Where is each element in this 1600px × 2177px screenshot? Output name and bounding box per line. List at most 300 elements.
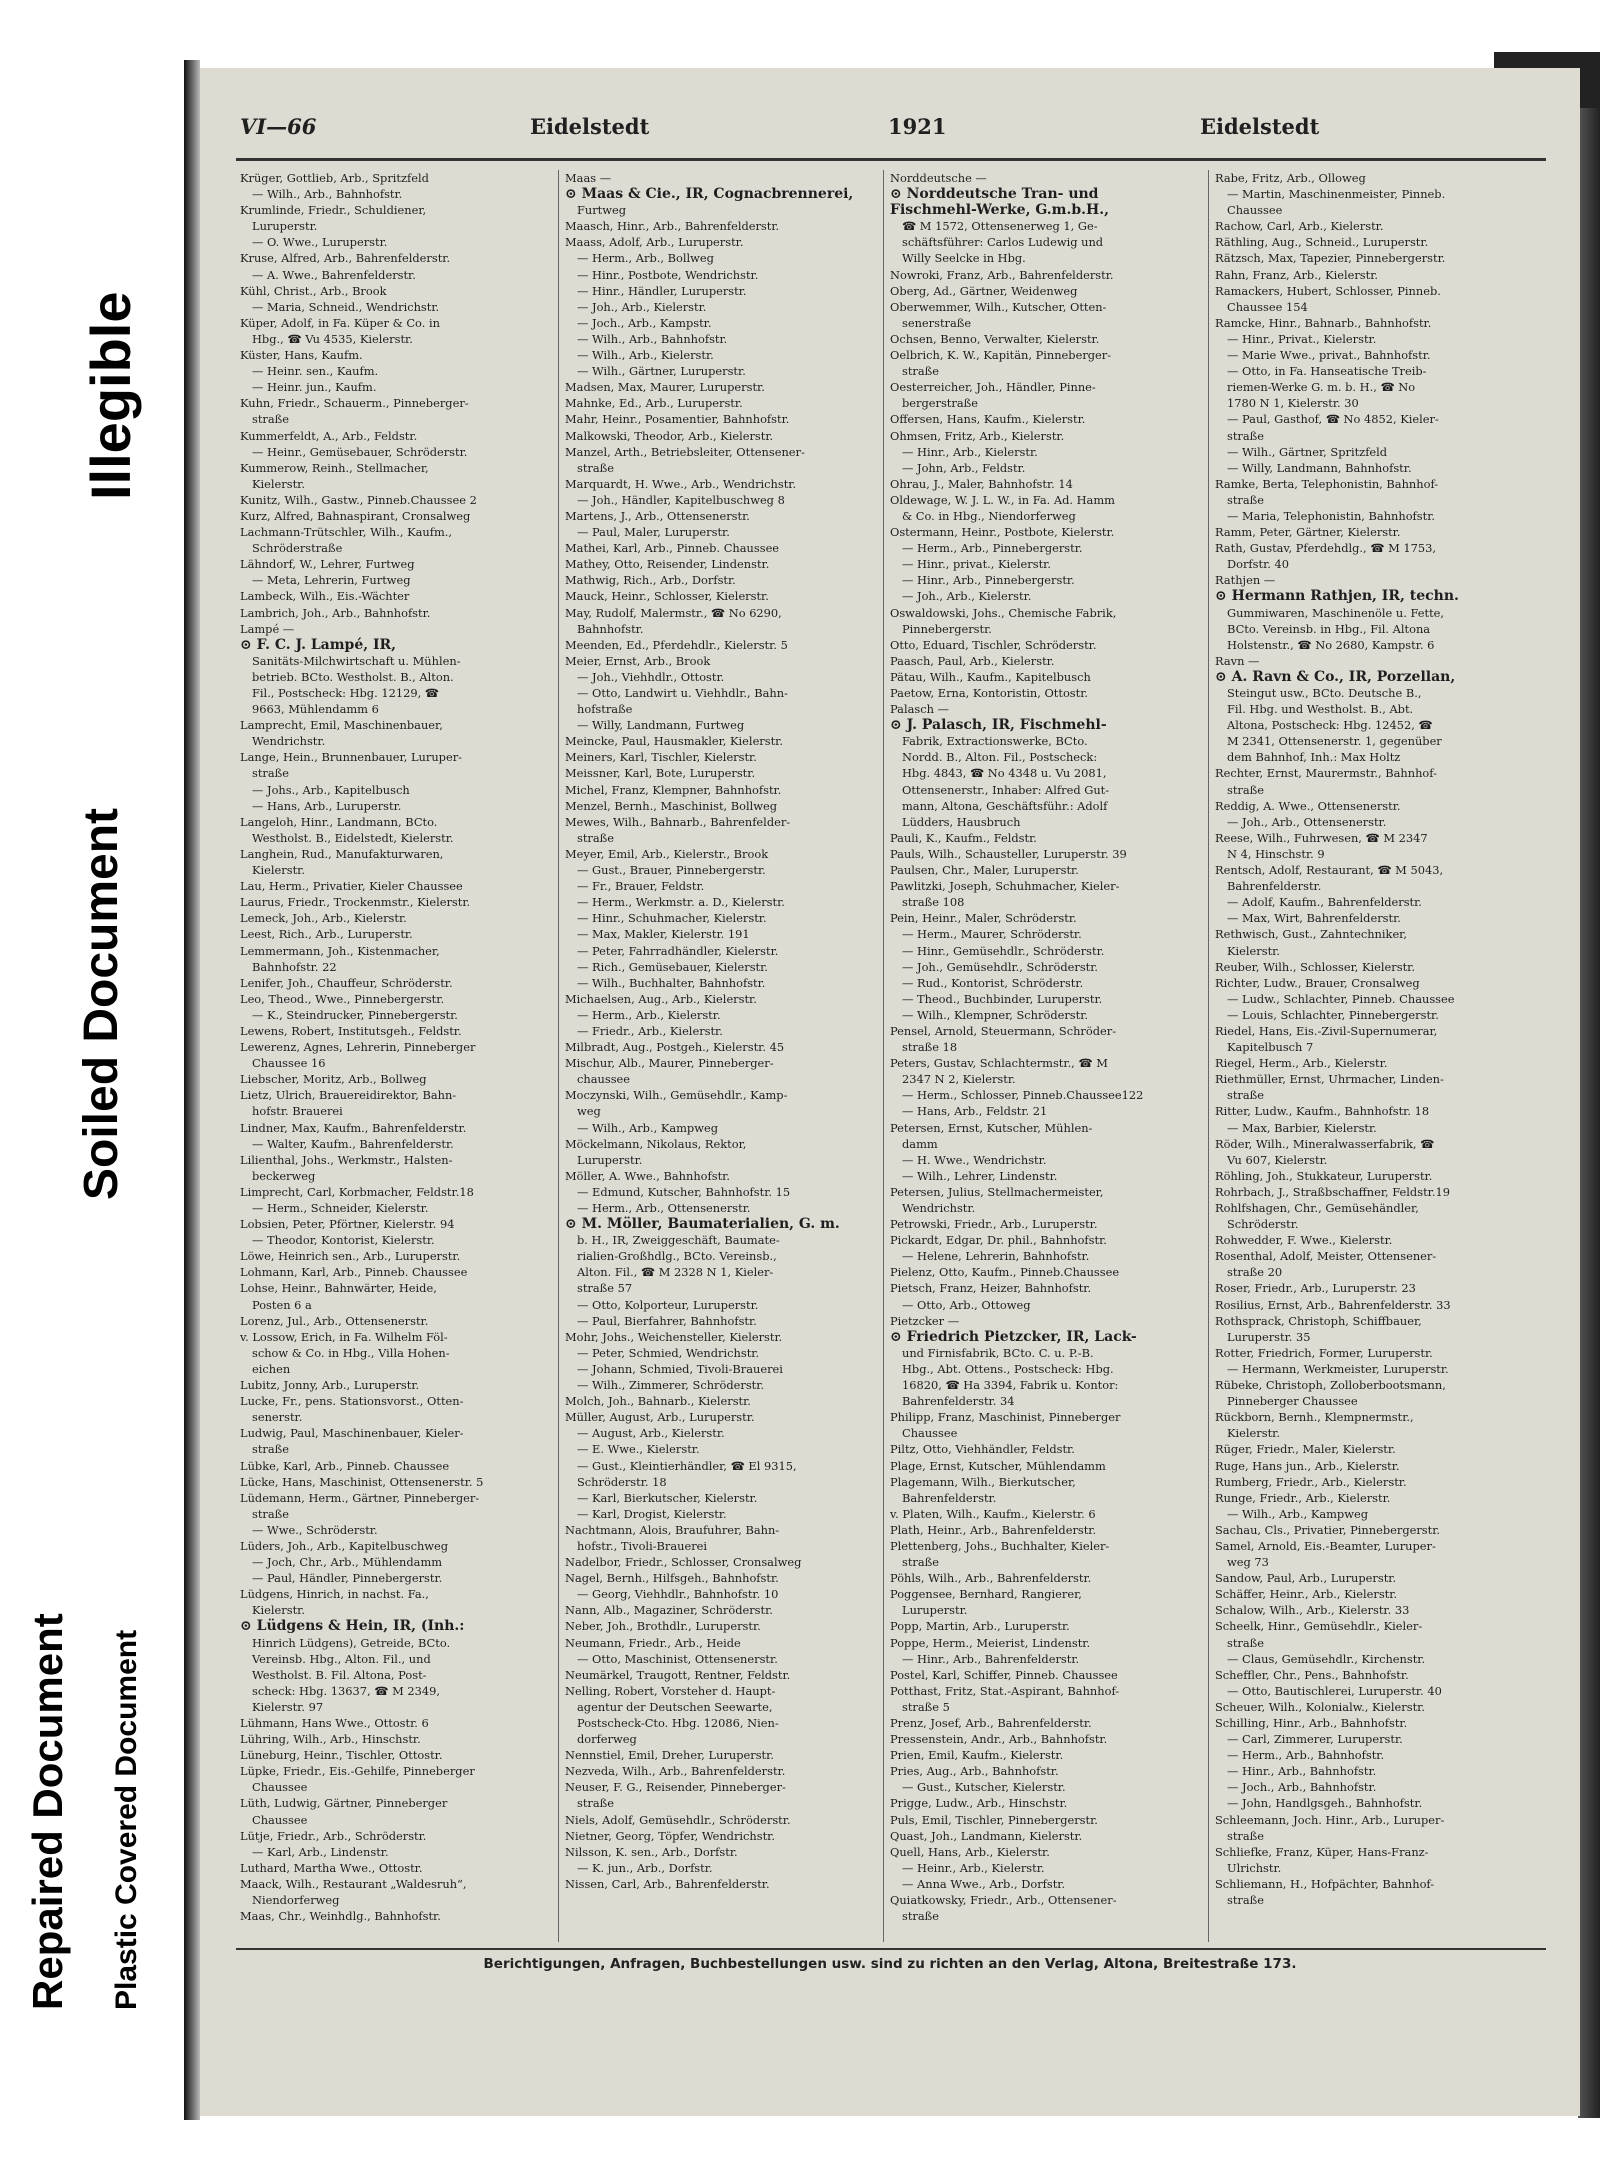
directory-entry-line: Röhling, Joh., Stukkateur, Luruperstr.: [1215, 1168, 1433, 1183]
directory-entry-line: Lorenz, Jul., Arb., Ottensenerstr.: [240, 1313, 429, 1328]
directory-entry-line: — Wilh., Gärtner, Luruperstr.: [577, 364, 746, 379]
directory-entry-line: Ostermann, Heinr., Postbote, Kielerstr.: [890, 525, 1115, 540]
directory-entry-line: Potthast, Fritz, Stat.-Aspirant, Bahnhof-: [890, 1683, 1120, 1698]
directory-entry-line: Ramackers, Hubert, Schlosser, Pinneb.: [1215, 283, 1441, 298]
directory-entry-line: Neber, Joh., Brothdlr., Luruperstr.: [565, 1619, 761, 1634]
directory-entry-line: Mohr, Johs., Weichensteller, Kielerstr.: [565, 1329, 783, 1344]
column-divider: [558, 170, 559, 1942]
directory-entry-line: — Herm., Maurer, Schröderstr.: [902, 927, 1082, 942]
directory-entry-line: — Maria, Schneid., Wendrichstr.: [252, 299, 440, 314]
directory-entry-line: Kummerow, Reinh., Stellmacher,: [240, 460, 429, 475]
directory-entry-line: Altona, Postscheck: Hbg. 12452, ☎: [1227, 718, 1433, 733]
directory-entry-line: 16820, ☎ Ha 3394, Fabrik u. Kontor:: [902, 1378, 1119, 1393]
directory-entry-line: straße: [1227, 428, 1265, 443]
directory-entry-line: dem Bahnhof, Inh.: Max Holtz: [1227, 750, 1401, 765]
directory-entry-line: straße: [577, 830, 615, 845]
directory-entry-line: Pietzcker —: [890, 1313, 960, 1328]
directory-entry-line: Lemeck, Joh., Arb., Kielerstr.: [240, 911, 407, 926]
directory-entry-line: Vu 607, Kielerstr.: [1227, 1152, 1328, 1167]
directory-entry-line: Kunitz, Wilh., Gastw., Pinneb.Chaussee 2: [240, 492, 477, 507]
directory-entry-line: straße: [252, 766, 290, 781]
firm-entry-title: ⊙ Hermann Rathjen, IR, techn.: [1215, 588, 1459, 605]
directory-entry-line: — Wwe., Schröderstr.: [252, 1522, 378, 1537]
directory-entry-line: Kielerstr.: [252, 863, 305, 878]
directory-entry-line: Neumärkel, Traugott, Rentner, Feldstr.: [565, 1667, 791, 1682]
directory-entry-line: Paetow, Erna, Kontoristin, Ottostr.: [890, 686, 1089, 700]
directory-entry-line: Rentsch, Adolf, Restaurant, ☎ M 5043,: [1215, 863, 1444, 878]
directory-entry-line: — Max, Makler, Kielerstr. 191: [577, 927, 750, 942]
header-rule: [236, 158, 1546, 161]
directory-entry-line: Rathjen —: [1215, 573, 1276, 588]
directory-entry-line: Molch, Joh., Bahnarb., Kielerstr.: [565, 1394, 751, 1409]
directory-entry-line: Oesterreicher, Joh., Händler, Pinne-: [890, 380, 1096, 395]
directory-entry-line: Milbradt, Aug., Postgeh., Kielerstr. 45: [565, 1040, 785, 1055]
directory-entry-line: Reese, Wilh., Fuhrwesen, ☎ M 2347: [1215, 830, 1428, 845]
directory-entry-line: Mathey, Otto, Reisender, Lindenstr.: [565, 557, 770, 572]
directory-column-1: [240, 170, 552, 1942]
directory-entry-line: Martens, J., Arb., Ottensenerstr.: [565, 508, 750, 523]
directory-entry-line: damm: [902, 1136, 938, 1151]
directory-entry-line: Paulsen, Chr., Maler, Luruperstr.: [890, 863, 1079, 878]
directory-entry-line: Lau, Herm., Privatier, Kieler Chaussee: [240, 879, 463, 894]
header-place-left: Eidelstedt: [530, 114, 650, 139]
directory-entry-line: — Otto, Arb., Ottoweg: [902, 1297, 1031, 1312]
directory-entry-line: Lohse, Heinr., Bahnwärter, Heide,: [240, 1281, 437, 1296]
directory-entry-line: Schalow, Wilh., Arb., Kielerstr. 33: [1215, 1603, 1410, 1618]
directory-entry-line: Nowroki, Franz, Arb., Bahrenfelderstr.: [890, 267, 1114, 282]
directory-entry-line: Ramcke, Hinr., Bahnarb., Bahnhofstr.: [1215, 315, 1432, 330]
directory-entry-line: Luruperstr.: [902, 1603, 968, 1618]
directory-entry-line: Sandow, Paul, Arb., Luruperstr.: [1215, 1571, 1397, 1586]
directory-entry-line: Mischur, Alb., Maurer, Pinneberger-: [565, 1056, 774, 1071]
directory-entry-line: Pinneberger Chaussee: [1227, 1394, 1358, 1409]
directory-entry-line: — Helene, Lehrerin, Bahnhofstr.: [902, 1249, 1090, 1264]
header-year: 1921: [888, 114, 947, 139]
page-header: [240, 114, 1540, 154]
directory-entry-line: — Max, Wirt, Bahrenfelderstr.: [1227, 911, 1401, 926]
directory-entry-line: straße: [1227, 1893, 1265, 1908]
directory-entry-line: — Anna Wwe., Arb., Dorfstr.: [902, 1876, 1066, 1891]
directory-entry-line: Fil. Hbg. und Westholst. B., Abt.: [1227, 702, 1414, 717]
directory-entry-line: Marquardt, H. Wwe., Arb., Wendrichstr.: [565, 476, 797, 491]
directory-entry-line: straße 20: [1227, 1265, 1283, 1280]
directory-entry-line: b. H., IR, Zweiggeschäft, Baumate-: [577, 1233, 780, 1248]
directory-entry-line: — John, Arb., Feldstr.: [902, 460, 1026, 475]
directory-entry-line: Rath, Gustav, Pferdehdlg., ☎ M 1753,: [1215, 541, 1436, 556]
directory-entry-line: straße 5: [902, 1699, 950, 1714]
directory-entry-line: Löwe, Heinrich sen., Arb., Luruperstr.: [240, 1249, 461, 1264]
directory-entry-line: — Theodor, Kontorist, Kielerstr.: [252, 1233, 435, 1248]
directory-entry-line: Rätzsch, Max, Tapezier, Pinnebergerstr.: [1215, 251, 1446, 266]
directory-entry-line: Lühmann, Hans Wwe., Ottostr. 6: [240, 1716, 429, 1730]
directory-entry-line: Lütje, Friedr., Arb., Schröderstr.: [240, 1828, 427, 1843]
directory-entry-line: Lewerenz, Agnes, Lehrerin, Pinneberger: [240, 1040, 476, 1055]
directory-entry-line: — Rich., Gemüsebauer, Kielerstr.: [577, 959, 768, 974]
directory-entry-line: Prenz, Josef, Arb., Bahrenfelderstr.: [890, 1716, 1092, 1730]
directory-entry-line: Scheelk, Hinr., Gemüsehdlr., Kieler-: [1215, 1619, 1423, 1634]
directory-entry-line: Mathei, Karl, Arb., Pinneb. Chaussee: [565, 541, 780, 556]
directory-entry-line: — Herm., Arb., Bollweg: [577, 251, 714, 266]
directory-entry-line: Möller, A. Wwe., Bahnhofstr.: [565, 1168, 730, 1183]
directory-entry-line: Puls, Emil, Tischler, Pinnebergerstr.: [890, 1812, 1098, 1827]
firm-entry-title: ⊙ A. Ravn & Co., IR, Porzellan,: [1215, 668, 1456, 685]
directory-entry-line: — Hinr., privat., Kielerstr.: [902, 557, 1051, 572]
directory-entry-line: Otto, Eduard, Tischler, Schröderstr.: [890, 637, 1097, 652]
directory-entry-line: Langhein, Rud., Manufakturwaren,: [240, 846, 444, 861]
directory-entry-line: — Otto, in Fa. Hanseatische Treib-: [1227, 364, 1427, 379]
directory-entry-line: Niendorferweg: [252, 1893, 340, 1908]
directory-entry-line: Lambeck, Wilh., Eis.-Wächter: [240, 589, 410, 604]
directory-entry-line: — Paul, Bierfahrer, Bahnhofstr.: [577, 1313, 757, 1328]
directory-entry-line: Lambrich, Joh., Arb., Bahnhofstr.: [240, 605, 431, 620]
directory-entry-line: straße: [252, 1506, 290, 1521]
directory-entry-line: Posten 6 a: [252, 1297, 312, 1312]
directory-entry-line: straße: [1227, 782, 1265, 797]
directory-column-4: [1215, 170, 1527, 1942]
directory-entry-line: Mewes, Wilh., Bahnarb., Bahrenfelder-: [565, 814, 791, 829]
directory-entry-line: Krüger, Gottlieb, Arb., Spritzfeld: [240, 171, 429, 185]
directory-entry-line: Chaussee: [902, 1426, 958, 1441]
directory-entry-line: straße: [1227, 1088, 1265, 1103]
directory-column-2: [565, 170, 877, 1942]
directory-entry-line: Oswaldowski, Johs., Chemische Fabrik,: [890, 605, 1117, 620]
directory-entry-line: — Hans, Arb., Luruperstr.: [252, 798, 402, 813]
directory-entry-line: — H. Wwe., Wendrichstr.: [902, 1152, 1047, 1167]
directory-entry-line: Oberwemmer, Wilh., Kutscher, Otten-: [890, 299, 1107, 314]
directory-entry-line: — Otto, Landwirt u. Viehhdlr., Bahn-: [577, 686, 788, 700]
directory-entry-line: Oberg, Ad., Gärtner, Weidenweg: [890, 283, 1078, 298]
directory-entry-line: Lampé —: [240, 621, 295, 636]
directory-entry-line: Schliefke, Franz, Küper, Hans-Franz-: [1215, 1844, 1429, 1859]
directory-entry-line: Ulrichstr.: [1227, 1860, 1282, 1875]
directory-entry-line: — Gust., Kutscher, Kielerstr.: [902, 1780, 1066, 1795]
directory-entry-line: Holstenstr., ☎ No 2680, Kampstr. 6: [1227, 637, 1435, 652]
directory-entry-line: straße: [1227, 1828, 1265, 1843]
directory-entry-line: Kielerstr.: [1227, 943, 1280, 958]
directory-entry-line: v. Lossow, Erich, in Fa. Wilhelm Föl-: [240, 1329, 448, 1344]
directory-entry-line: — Martin, Maschinenmeister, Pinneb.: [1227, 187, 1446, 202]
directory-entry-line: Quell, Hans, Arb., Kielerstr.: [890, 1844, 1050, 1859]
label-repaired-document: Repaired Document: [24, 1613, 71, 2010]
directory-entry-line: — Wilh., Arb., Bahnhofstr.: [252, 187, 403, 202]
directory-entry-line: senerstraße: [902, 315, 972, 330]
label-plastic-covered-document: Plastic Covered Document: [110, 1629, 143, 2010]
directory-entry-line: — Karl, Bierkutscher, Kielerstr.: [577, 1490, 758, 1505]
directory-entry-line: Meissner, Karl, Bote, Luruperstr.: [565, 766, 756, 781]
directory-entry-line: — Willy, Landmann, Bahnhofstr.: [1227, 460, 1412, 475]
directory-entry-line: — Herm., Arb., Ottensenerstr.: [577, 1201, 751, 1215]
directory-entry-line: Ohrau, J., Maler, Bahnhofstr. 14: [890, 476, 1073, 491]
directory-entry-line: — A. Wwe., Bahrenfelderstr.: [252, 267, 416, 282]
directory-entry-line: Quiatkowsky, Friedr., Arb., Ottensener-: [890, 1893, 1117, 1908]
directory-entry-line: Rohwedder, F. Wwe., Kielerstr.: [1215, 1233, 1393, 1248]
directory-entry-line: Popp, Martin, Arb., Luruperstr.: [890, 1619, 1070, 1634]
publisher-footer-note: Berichtigungen, Anfragen, Buchbestellungen usw. sind zu richten an den Verlag, Altona, Breitestraße 173.: [483, 1956, 1297, 1972]
directory-entry-line: Hbg., ☎ Vu 4535, Kielerstr.: [252, 331, 413, 346]
directory-entry-line: Pöhls, Wilh., Arb., Bahrenfelderstr.: [890, 1571, 1092, 1586]
directory-entry-line: Bahrenfelderstr.: [1227, 879, 1322, 894]
directory-entry-line: — Herm., Arb., Bahnhofstr.: [1227, 1748, 1385, 1763]
directory-entry-line: Lüdgens, Hinrich, in nachst. Fa.,: [240, 1587, 429, 1602]
directory-entry-line: Nezveda, Wilh., Arb., Bahrenfelderstr.: [565, 1764, 786, 1779]
directory-entry-line: — Gust., Brauer, Pinnebergerstr.: [577, 863, 766, 878]
directory-entry-line: Lucke, Fr., pens. Stationsvorst., Otten-: [240, 1394, 464, 1409]
directory-entry-line: straße: [252, 412, 290, 427]
directory-entry-line: Leo, Theod., Wwe., Pinnebergerstr.: [240, 991, 445, 1006]
directory-entry-line: Limprecht, Carl, Korbmacher, Feldstr.18: [240, 1184, 474, 1199]
directory-entry-line: Pauli, K., Kaufm., Feldstr.: [890, 830, 1037, 845]
directory-entry-line: — Joh., Händler, Kapitelbuschweg 8: [577, 492, 785, 507]
directory-entry-line: Niels, Adolf, Gemüsehdlr., Schröderstr.: [565, 1812, 791, 1827]
directory-entry-line: Pätau, Wilh., Kaufm., Kapitelbusch: [890, 669, 1091, 684]
directory-entry-line: — Hinr., Privat., Kielerstr.: [1227, 331, 1377, 346]
directory-entry-line: Schröderstraße: [252, 541, 343, 556]
directory-entry-line: Krumlinde, Friedr., Schuldiener,: [240, 203, 427, 218]
firm-entry-title: ⊙ J. Palasch, IR, Fischmehl-: [890, 717, 1107, 734]
directory-entry-line: Schröderstr. 18: [577, 1474, 667, 1489]
directory-entry-line: — Johs., Arb., Kapitelbusch: [252, 782, 410, 797]
directory-entry-line: Lühring, Wilh., Arb., Hinschstr.: [240, 1732, 421, 1747]
directory-entry-line: — Adolf, Kaufm., Bahrenfelderstr.: [1227, 895, 1422, 910]
directory-entry-line: Kielerstr. 97: [252, 1699, 324, 1714]
directory-entry-line: Neuser, F. G., Reisender, Pinneberger-: [565, 1780, 786, 1795]
directory-entry-line: Chaussee 154: [1227, 299, 1308, 314]
directory-entry-line: — Paul, Händler, Pinnebergerstr.: [252, 1571, 443, 1586]
directory-entry-line: Reuber, Wilh., Schlosser, Kielerstr.: [1215, 959, 1415, 974]
directory-entry-line: Nachtmann, Alois, Braufuhrer, Bahn-: [565, 1522, 780, 1537]
directory-entry-line: Bahnhofstr.: [577, 621, 644, 636]
directory-entry-line: Malkowski, Theodor, Arb., Kielerstr.: [565, 428, 774, 443]
directory-entry-line: Lobsien, Peter, Pförtner, Kielerstr. 94: [240, 1217, 455, 1232]
directory-entry-line: Maack, Wilh., Restaurant „Waldesruh“,: [240, 1876, 467, 1891]
directory-entry-line: — E. Wwe., Kielerstr.: [577, 1442, 700, 1457]
directory-entry-line: Meincke, Paul, Hausmakler, Kielerstr.: [565, 734, 783, 749]
directory-entry-line: Vereinsb. Hbg., Alton. Fil., und: [252, 1651, 431, 1666]
directory-entry-line: Runge, Friedr., Arb., Kielerstr.: [1215, 1490, 1391, 1505]
directory-entry-line: Rabe, Fritz, Arb., Olloweg: [1215, 171, 1366, 185]
directory-entry-line: Chaussee: [252, 1812, 308, 1827]
directory-entry-line: Lamprecht, Emil, Maschinenbauer,: [240, 718, 443, 733]
directory-entry-line: — Herm., Arb., Kielerstr.: [577, 1007, 721, 1022]
directory-entry-line: — Wilh., Buchhalter, Bahnhofstr.: [577, 975, 766, 990]
directory-entry-line: Möckelmann, Nikolaus, Rektor,: [565, 1136, 747, 1151]
directory-entry-line: Riedel, Hans, Eis.-Zivil-Supernumerar,: [1215, 1023, 1438, 1038]
directory-entry-line: — Hinr., Arb., Kielerstr.: [902, 444, 1038, 459]
directory-entry-line: Ritter, Ludw., Kaufm., Bahnhofstr. 18: [1215, 1104, 1430, 1119]
directory-entry-line: rialien-Großhdlg., BCto. Vereinsb.,: [577, 1249, 777, 1264]
directory-entry-line: — Heinr., Gemüsebauer, Schröderstr.: [252, 444, 468, 459]
directory-entry-line: Westholst. B. Fil. Altona, Post-: [252, 1667, 427, 1682]
column-divider: [1208, 170, 1209, 1942]
directory-entry-line: Quast, Joh., Landmann, Kielerstr.: [890, 1828, 1083, 1843]
directory-entry-line: Sanitäts-Milchwirtschaft u. Mühlen-: [252, 653, 461, 668]
directory-entry-line: Rechter, Ernst, Maurermstr., Bahnhof-: [1215, 766, 1437, 781]
directory-entry-line: Rohlfshagen, Chr., Gemüsehändler,: [1215, 1201, 1419, 1215]
directory-entry-line: Poggensee, Bernhard, Rangierer,: [890, 1587, 1082, 1602]
directory-entry-line: Rübeke, Christoph, Zolloberbootsmann,: [1215, 1378, 1446, 1393]
directory-entry-line: Rohrbach, J., Straßbschaffner, Feldstr.19: [1215, 1184, 1450, 1199]
directory-entry-line: Pickardt, Edgar, Dr. phil., Bahnhofstr.: [890, 1233, 1107, 1248]
directory-entry-line: — Wilh., Klempner, Schröderstr.: [902, 1007, 1089, 1022]
directory-entry-line: Furtweg: [577, 203, 627, 218]
directory-entry-line: chaussee: [577, 1072, 631, 1087]
directory-entry-line: — Heinr., Arb., Kielerstr.: [902, 1860, 1045, 1875]
directory-entry-line: Dorfstr. 40: [1227, 557, 1290, 572]
directory-entry-line: Alton. Fil., ☎ M 2328 N 1, Kieler-: [577, 1265, 774, 1280]
directory-entry-line: straße: [252, 1442, 290, 1457]
directory-entry-line: — Hermann, Werkmeister, Luruperstr.: [1227, 1361, 1449, 1376]
directory-entry-line: Ravn —: [1215, 653, 1260, 668]
directory-entry-line: Pinnebergerstr.: [902, 621, 992, 636]
directory-entry-line: Lemmermann, Joh., Kistenmacher,: [240, 943, 440, 958]
directory-entry-line: weg: [577, 1104, 601, 1119]
directory-entry-line: Maas, Chr., Weinhdlg., Bahnhofstr.: [240, 1909, 441, 1924]
directory-entry-line: Scheuer, Wilh., Kolonialw., Kielerstr.: [1215, 1699, 1425, 1714]
directory-entry-line: — Joh., Arb., Kielerstr.: [902, 589, 1032, 604]
directory-entry-line: — Peter, Schmied, Wendrichstr.: [577, 1345, 760, 1360]
directory-entry-line: — Heinr. sen., Kaufm.: [252, 364, 379, 379]
directory-entry-line: Westholst. B., Eidelstedt, Kielerstr.: [252, 830, 454, 845]
directory-entry-line: — Paul, Maler, Luruperstr.: [577, 525, 730, 540]
directory-entry-line: Lachmann-Trütschler, Wilh., Kaufm.,: [240, 525, 452, 540]
directory-entry-line: Rosenthal, Adolf, Meister, Ottensener-: [1215, 1249, 1437, 1264]
directory-entry-line: Bahnhofstr. 22: [252, 959, 337, 974]
directory-entry-line: M 2341, Ottensenerstr. 1, gegenüber: [1227, 734, 1442, 749]
directory-entry-line: — Paul, Gasthof, ☎ No 4852, Kieler-: [1227, 412, 1439, 427]
directory-entry-line: Chaussee: [1227, 203, 1283, 218]
directory-entry-line: N 4, Hinschstr. 9: [1227, 846, 1325, 861]
directory-entry-line: — Otto, Bautischlerei, Luruperstr. 40: [1227, 1683, 1442, 1698]
directory-entry-line: Chaussee: [252, 1780, 308, 1795]
directory-entry-line: Schleemann, Joch. Hinr., Arb., Luruper-: [1215, 1812, 1445, 1827]
directory-entry-line: — Karl, Arb., Lindenstr.: [252, 1844, 389, 1859]
directory-entry-line: Lüth, Ludwig, Gärtner, Pinneberger: [240, 1796, 448, 1811]
directory-entry-line: — Joh., Viehhdlr., Ottostr.: [577, 669, 725, 684]
directory-entry-line: — K. jun., Arb., Dorfstr.: [577, 1860, 713, 1875]
directory-entry-line: Lüneburg, Heinr., Tischler, Ottostr.: [240, 1748, 443, 1763]
directory-entry-line: Rotter, Friedrich, Former, Luruperstr.: [1215, 1345, 1433, 1360]
directory-entry-line: Rückborn, Bernh., Klempnermstr.,: [1215, 1410, 1414, 1425]
directory-entry-line: Plagemann, Wilh., Bierkutscher,: [890, 1474, 1076, 1489]
directory-entry-line: Maasch, Hinr., Arb., Bahrenfelderstr.: [565, 219, 780, 234]
directory-entry-line: eichen: [252, 1361, 291, 1376]
directory-entry-line: Rumberg, Friedr., Arb., Kielerstr.: [1215, 1474, 1407, 1489]
directory-entry-line: hofstraße: [577, 702, 633, 717]
directory-entry-line: — Wilh., Arb., Bahnhofstr.: [577, 331, 728, 346]
directory-entry-line: Fabrik, Extractionswerke, BCto.: [902, 734, 1088, 749]
directory-entry-line: — Willy, Landmann, Furtweg: [577, 718, 745, 733]
directory-entry-line: hofstr., Tivoli-Brauerei: [577, 1538, 708, 1553]
directory-entry-line: Prien, Emil, Kaufm., Kielerstr.: [890, 1748, 1064, 1763]
directory-entry-line: Philipp, Franz, Maschinist, Pinneberger: [890, 1410, 1121, 1425]
directory-entry-line: — Heinr. jun., Kaufm.: [252, 380, 377, 395]
directory-entry-line: straße: [902, 1555, 940, 1570]
directory-entry-line: Samel, Arnold, Eis.-Beamter, Luruper-: [1215, 1538, 1436, 1553]
directory-entry-line: Chaussee 16: [252, 1056, 326, 1071]
directory-entry-line: straße: [902, 364, 940, 379]
directory-entry-line: Luthard, Martha Wwe., Ottostr.: [240, 1860, 423, 1875]
directory-entry-line: Nilsson, K. sen., Arb., Dorfstr.: [565, 1844, 738, 1859]
directory-entry-line: Schäffer, Heinr., Arb., Kielerstr.: [1215, 1587, 1398, 1602]
directory-entry-line: — Friedr., Arb., Kielerstr.: [577, 1023, 723, 1038]
directory-entry-line: Meyer, Emil, Arb., Kielerstr., Brook: [565, 846, 769, 861]
directory-entry-line: — Hinr., Arb., Pinnebergerstr.: [902, 573, 1075, 588]
firm-entry-title: Fischmehl-Werke, G.m.b.H.,: [890, 202, 1109, 219]
directory-entry-line: Kühl, Christ., Arb., Brook: [240, 283, 387, 298]
directory-entry-line: — Ludw., Schlachter, Pinneb. Chaussee: [1227, 991, 1455, 1006]
directory-entry-line: Ramm, Peter, Gärtner, Kielerstr.: [1215, 525, 1401, 540]
directory-entry-line: Pries, Aug., Arb., Bahnhofstr.: [890, 1764, 1059, 1779]
document-condition-labels: [0, 0, 190, 2177]
directory-entry-line: Luruperstr.: [577, 1152, 643, 1167]
directory-entry-line: — Hinr., Gemüsehdlr., Schröderstr.: [902, 943, 1105, 958]
directory-entry-line: Rethwisch, Gust., Zahntechniker,: [1215, 927, 1407, 942]
directory-entry-line: Lüpke, Friedr., Eis.-Gehilfe, Pinneberger: [240, 1764, 475, 1779]
directory-entry-line: May, Rudolf, Malermstr., ☎ No 6290,: [565, 605, 782, 620]
directory-entry-line: Postel, Karl, Schiffer, Pinneb. Chaussee: [890, 1667, 1118, 1682]
directory-entry-line: beckerweg: [252, 1168, 316, 1183]
footer-rule: [236, 1948, 1546, 1950]
directory-entry-line: straße: [902, 1909, 940, 1924]
directory-entry-line: Kielerstr.: [252, 1603, 305, 1618]
directory-entry-line: Laurus, Friedr., Trockenmstr., Kielerstr.: [240, 895, 471, 910]
directory-entry-line: Lange, Hein., Brunnenbauer, Luruper-: [240, 750, 462, 765]
directory-entry-line: Nietner, Georg, Töpfer, Wendrichstr.: [565, 1828, 775, 1843]
directory-entry-line: schäftsführer: Carlos Ludewig und: [902, 235, 1104, 250]
directory-entry-line: — Wilh., Lehrer, Lindenstr.: [902, 1168, 1058, 1183]
directory-entry-line: Mathwig, Rich., Arb., Dorfstr.: [565, 573, 736, 588]
directory-entry-line: Meiners, Karl, Tischler, Kielerstr.: [565, 750, 757, 765]
directory-entry-line: — Herm., Schneider, Kielerstr.: [252, 1201, 429, 1215]
directory-entry-line: Lübke, Karl, Arb., Pinneb. Chaussee: [240, 1458, 450, 1473]
directory-entry-line: Riethmüller, Ernst, Uhrmacher, Linden-: [1215, 1072, 1444, 1087]
directory-entry-line: — Wilh., Arb., Kampweg: [577, 1120, 719, 1135]
directory-entry-line: — Otto, Maschinist, Ottensenerstr.: [577, 1651, 778, 1666]
directory-entry-line: — Georg, Viehhdlr., Bahnhofstr. 10: [577, 1587, 779, 1602]
directory-entry-line: Neumann, Friedr., Arb., Heide: [565, 1635, 741, 1650]
directory-entry-line: straße 18: [902, 1040, 958, 1055]
directory-entry-line: Rosilius, Ernst, Arb., Bahrenfelderstr. 33: [1215, 1297, 1451, 1312]
directory-entry-line: — Karl, Drogist, Kielerstr.: [577, 1506, 727, 1521]
directory-entry-line: Menzel, Bernh., Maschinist, Bollweg: [565, 798, 778, 813]
directory-entry-line: Ruge, Hans jun., Arb., Kielerstr.: [1215, 1458, 1400, 1473]
directory-entry-line: — Meta, Lehrerin, Furtweg: [252, 573, 411, 588]
directory-entry-line: — Fr., Brauer, Feldstr.: [577, 879, 705, 894]
directory-entry-line: Plettenberg, Johs., Buchhalter, Kieler-: [890, 1538, 1110, 1553]
directory-entry-line: — Joch., Arb., Kampstr.: [577, 315, 712, 330]
directory-entry-line: Luruperstr. 35: [1227, 1329, 1311, 1344]
directory-entry-line: — Wilh., Zimmerer, Schröderstr.: [577, 1378, 765, 1393]
directory-entry-line: Reddig, A. Wwe., Ottensenerstr.: [1215, 798, 1401, 813]
directory-entry-line: — Joch, Chr., Arb., Mühlendamm: [252, 1555, 443, 1570]
directory-entry-line: Postscheck-Cto. Hbg. 12086, Nien-: [577, 1716, 779, 1730]
directory-entry-line: — Wilh., Gärtner, Spritzfeld: [1227, 444, 1388, 459]
directory-entry-line: straße: [1227, 492, 1265, 507]
directory-entry-line: Gummiwaren, Maschinenöle u. Fette,: [1227, 605, 1445, 620]
directory-entry-line: senerstr.: [252, 1410, 303, 1425]
directory-entry-line: Oelbrich, K. W., Kapitän, Pinneberger-: [890, 348, 1112, 363]
directory-entry-line: — Otto, Kolporteur, Luruperstr.: [577, 1297, 759, 1312]
directory-entry-line: — Hinr., Schuhmacher, Kielerstr.: [577, 911, 767, 926]
directory-entry-line: Schröderstr.: [1227, 1217, 1299, 1232]
header-place-right: Eidelstedt: [1200, 114, 1320, 139]
directory-entry-line: Langeloh, Hinr., Landmann, BCto.: [240, 814, 438, 829]
firm-entry-title: ⊙ Lüdgens & Hein, IR, (Inh.:: [240, 1618, 465, 1635]
directory-entry-line: Pauls, Wilh., Schausteller, Luruperstr. 39: [890, 846, 1127, 861]
directory-entry-line: — Hans, Arb., Feldstr. 21: [902, 1104, 1048, 1119]
directory-entry-line: Leest, Rich., Arb., Luruperstr.: [240, 927, 413, 942]
directory-entry-line: — Wilh., Arb., Kampweg: [1227, 1506, 1369, 1521]
